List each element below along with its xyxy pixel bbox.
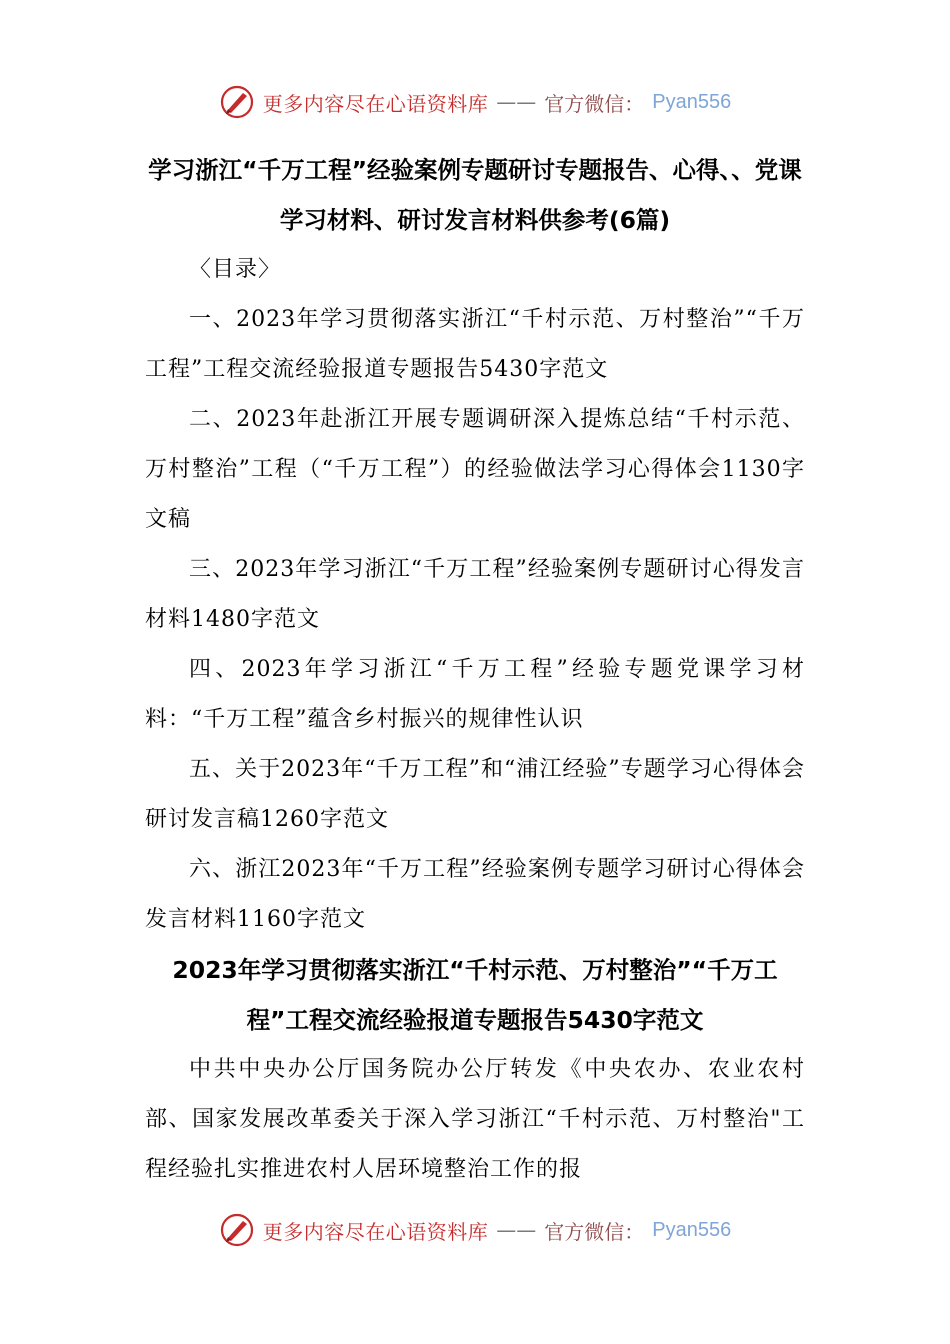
toc-label: 〈目录〉 — [189, 257, 282, 282]
section-title: 2023年学习贯彻落实浙江“千村示范、万村整治”“千万工程”工程交流经验报道专题报告5430字范文 — [172, 956, 778, 1034]
banner-wechat-label: 官方微信： — [544, 1219, 645, 1244]
main-title: 学习浙江“千万工程”经验案例专题研讨专题报告、心得、、党课学习材料、研讨发言材料供参考(6篇) — [148, 156, 802, 234]
footer-watermark-banner — [0, 1208, 950, 1252]
toc-item: 三、2023年学习浙江“千万工程”经验案例专题研讨心得发言材料1480字范文 — [145, 557, 805, 632]
document-body — [145, 145, 805, 1195]
banner-text: 更多内容尽在心语资料库 — [262, 91, 489, 116]
pen-logo-icon — [219, 1212, 255, 1248]
banner-dash: —— — [496, 90, 537, 114]
toc-item: 五、关于2023年“千万工程”和“浦江经验”专题学习心得体会研讨发言稿1260字范文 — [145, 757, 805, 832]
toc-item: 六、浙江2023年“千万工程”经验案例专题学习研讨心得体会发言材料1160字范文 — [145, 857, 805, 932]
banner-wechat-account: Pyan556 — [652, 1218, 732, 1241]
toc-item: 四、2023年学习浙江“千万工程”经验专题党课学习材料：“千万工程”蕴含乡村振兴的规律性认识 — [145, 657, 805, 732]
table-of-contents — [145, 295, 805, 945]
banner-wechat-account: Pyan556 — [652, 90, 732, 113]
banner-wechat-label: 官方微信： — [544, 91, 645, 116]
banner-text: 更多内容尽在心语资料库 — [262, 1219, 489, 1244]
body-paragraph: 中共中央办公厅国务院办公厅转发《中央农办、农业农村部、国家发展改革委关于深入学习浙江“千村示范、万村整治"工程经验扎实推进农村人居环境整治工作的报 — [145, 1057, 805, 1182]
toc-item: 二、2023年赴浙江开展专题调研深入提炼总结“千村示范、万村整治”工程（“千万工程”）的经验做法学习心得体会1130字文稿 — [145, 407, 805, 532]
banner-dash: —— — [496, 1218, 537, 1242]
header-watermark-banner — [0, 80, 950, 124]
pen-logo-icon — [219, 84, 255, 120]
toc-item: 一、2023年学习贯彻落实浙江“千村示范、万村整治”“千万工程”工程交流经验报道专题报告5430字范文 — [145, 307, 805, 382]
